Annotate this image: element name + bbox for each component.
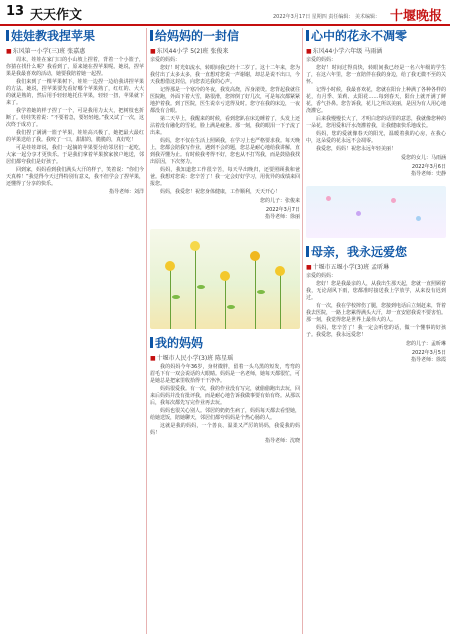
column-right bbox=[306, 28, 446, 634]
letter-closing: 爱您的女儿：马雨涵 bbox=[400, 155, 446, 161]
letter-closing: 您的儿子：张俊来 bbox=[259, 198, 300, 204]
article-teacher: 指导老师：史静 bbox=[410, 171, 446, 177]
flower-illustration bbox=[150, 229, 300, 329]
letter-closing: 您的儿子：孟昕琳 bbox=[405, 341, 446, 347]
article-title: 给妈妈的一封信 bbox=[150, 28, 300, 44]
article-author: ■十堰市五堰小学(3)班 孟昕琳 bbox=[306, 264, 390, 271]
article-5 bbox=[306, 244, 446, 364]
article-3 bbox=[150, 335, 300, 445]
letter-date: 2022年3月6日 bbox=[411, 164, 446, 170]
article-2 bbox=[150, 28, 300, 221]
column-left bbox=[6, 28, 144, 634]
article-author: ■十堰市人民小学(3)班 陈星瑶 bbox=[150, 355, 234, 362]
article-teacher: 指导老师：刘洋 bbox=[108, 189, 144, 195]
article-4 bbox=[306, 28, 446, 178]
article-teacher: 指导老师：徐霞 bbox=[410, 357, 446, 363]
article-title: 母亲，我永远爱您 bbox=[306, 244, 446, 260]
article-title: 娃娃教我捏苹果 bbox=[6, 28, 144, 44]
article-author: ■东风44小学 5(2)班 张俊来 bbox=[150, 48, 229, 55]
column-divider bbox=[146, 28, 147, 634]
article-title: 我的妈妈 bbox=[150, 335, 300, 351]
page-header bbox=[0, 0, 450, 26]
article-author: ■东风第一小学(三)班 张嘉惠 bbox=[6, 48, 86, 55]
letter-date: 2022年3月5日 bbox=[411, 350, 446, 356]
column-divider bbox=[302, 28, 303, 634]
newspaper-brand: 十堰晚报 bbox=[389, 9, 442, 24]
article-body: 亲爱的妈妈： 您好！时间过得真快，转眼间我已经是一名六年级的学生了，在这六年里，您一直陪伴在我的身边，给了我无微不至的关怀。 记得小时候，我最喜欢花，您就在阳台上种满了各种各样的花，有月季、茉莉、太阳花……每到春天，阳台上就开满了鲜花，香气扑鼻。您告诉我，花儿之所以美丽，是因为有人用心地浇灌它。 后来我慢慢长大了，才明白您的话里的意思，我就像您种的一朵花，您用爱和汗水浇灌着我，让我健康快乐地成长。 妈妈，您的爱就像春天的阳光，温暖着我的心房，在我心中，这朵爱的花永远不会凋零。 我爱您，妈妈！祝您永远年轻美丽！ bbox=[306, 57, 446, 152]
section-title: 天天作文 bbox=[30, 8, 83, 23]
article-body: 亲爱的妈妈： 您好！时光如流水，转眼间我已经十二岁了。这十二年来，您为我付出了太多太多，我一直想对您说一声谢谢，却总是说不出口，今天我想借这封信，向您表达我的心声。 记得那是一个寒冷的冬夜，我发高烧，浑身滚烫。您背起我就往医院跑，外面下着大雪，路很滑，您摔倒了好几次，可是每次都紧紧地护着我。到了医院，医生说幸亏送得及时。您守在我的床边，一夜都没有合眼。 第二天早上，我醒来的时候，看到您趴在床边睡着了，头发上还沾着没有融化的雪花，脸上满是疲惫。那一刻，我的眼泪一下子流了出来。 妈妈，您不仅在生活上照顾我，在学习上也严格要求我。每天晚上，您都会陪我写作业，遇到不会的题，您总是耐心地给我讲解，直到我弄懂为止。有时候我考得不好，您也从不打骂我，而是鼓励我找出原因，下次努力。 妈妈，我知道您工作很辛苦，每天早出晚归，还要照顾我和爸爸。我想对您说：您辛苦了！我一定会好好学习，用优异的成绩来回报您。 妈妈，我爱您！祝您身体健康，工作顺利，天天开心！ bbox=[150, 57, 300, 195]
article-1 bbox=[6, 28, 144, 196]
column-middle bbox=[150, 28, 300, 634]
article-body: 周末，娃娃在家门口的小山坡上捏着，背着一个小篮子，你猜在找什么呢？我看到了，原来她在捏苹果呢。她说，捏苹果是我最喜欢的活动，她要我陪着她一起捏。 我们来到了一棵苹果树下，娃娃一边捏一边给我讲捏苹果的方法。她说，捏苹果要先看好哪个苹果熟了，红红的、大大的就是熟的，然后用手轻轻地托住苹果，轻轻一扭，苹果就下来了。 我学着她的样子捏了一个，可是我用力太大，把树枝也折断了。娃娃笑着说：“不要着急，要轻轻地。”我又试了一次，这次终于成功了。 我们捏了满满一篮子苹果，娃娃高兴极了，她把最大最红的苹果送给了我。我咬了一口，甜甜的，脆脆的，真好吃！ 可是娃娃却说，我们一起摘的苹果要分给邻居们一起吃，大家一起分享才更快乐。于是我们拿着苹果挨家挨户地送，邻居们都夸我们是好孩子。 回到家，妈妈看到我们满头大汗的样子，笑着说：“你们今天真棒！”我觉得今天过得特别有意义，我不但学会了捏苹果，还懂得了分享的快乐。 bbox=[6, 57, 144, 187]
article-title: 心中的花永不凋零 bbox=[306, 28, 446, 44]
article-teacher: 指导老师：沈晓 bbox=[264, 438, 300, 444]
article-body: 我的妈妈今年36岁，身材微胖，留着一头乌黑的短发，弯弯的眉毛下有一双会说话的大眼睛。妈妈是一名老师，她每天都很忙，可是她总是把家里收拾得干干净净。 妈妈很爱我。有一次，我的作业没有写完，就偷偷跑出去玩，回来后妈妈并没有批评我，而是耐心地告诉我做事要有始有终。从那以后，我每次都先写完作业再去玩。 妈妈也很关心别人。邻居的奶奶生病了，妈妈每天都去看望她，给她送饭，陪她聊天，邻居们都夸妈妈是个热心肠的人。 这就是我的妈妈，一个善良、温柔又严厉的妈妈，我爱我的妈妈！ bbox=[150, 364, 300, 436]
article-body: 亲爱的妈妈： 您好！您是我最亲的人，从我出生那天起，您就一直照顾着我，无论刮风下雨，您都准时接送我上学放学，从来没有迟到过。 有一次，我在学校摔伤了腿，您接到电话后立刻赶来，背着我去医院，一路上您累得满头大汗，却一直安慰我说不要害怕。那一刻，我觉得您是世界上最伟大的人。 妈妈，您辛苦了！我一定会听您的话，做一个懂事的好孩子。我爱您，我永远爱您！ bbox=[306, 273, 446, 338]
issue-meta: 2022年3月17日 星期四 责任编辑： 美术编辑： bbox=[272, 14, 380, 20]
letter-date: 2022年3月7日 bbox=[265, 207, 300, 213]
page-number: 13 bbox=[6, 4, 25, 19]
petal-illustration bbox=[306, 186, 446, 238]
article-author: ■东风44小学六年级 马雨涵 bbox=[306, 48, 383, 55]
article-teacher: 指导老师：徐丽 bbox=[264, 214, 300, 220]
